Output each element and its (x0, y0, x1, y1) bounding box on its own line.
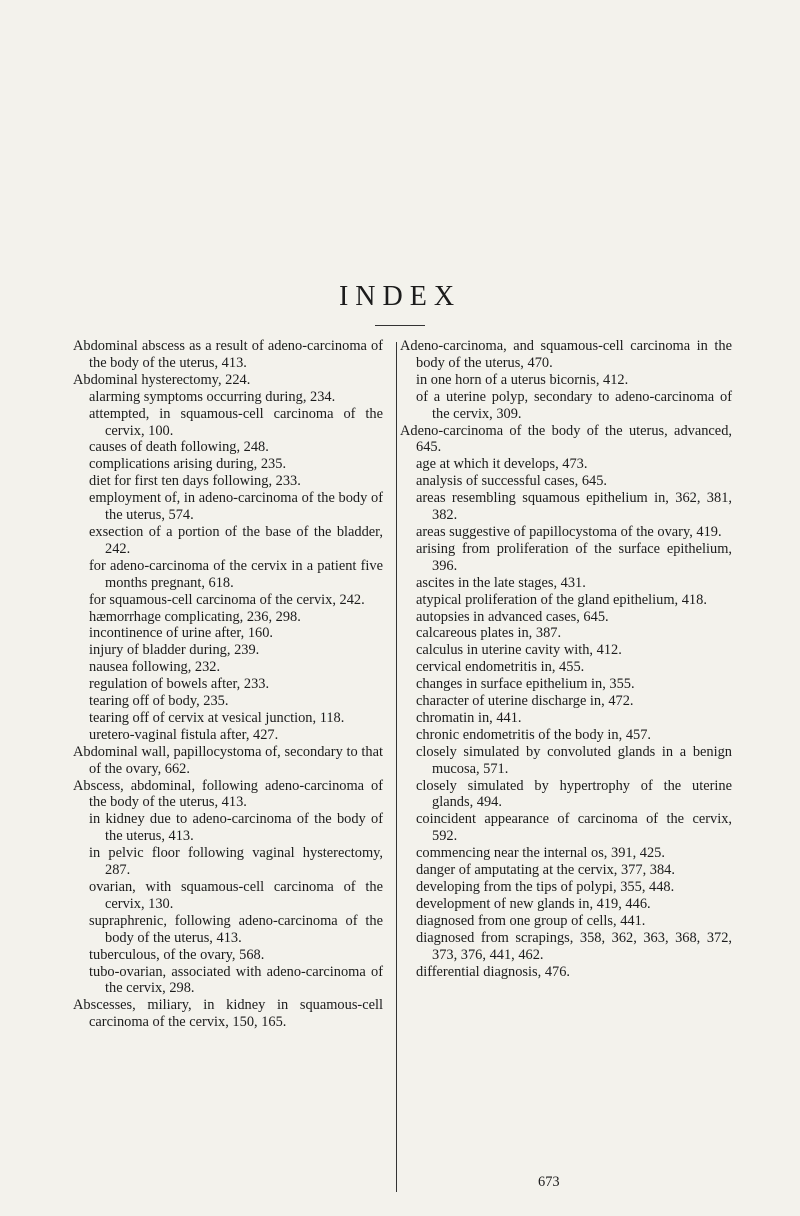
index-subentry: analysis of successful cases, 645. (416, 473, 608, 490)
index-subentry: ovarian, with squamous-cell carcinoma of the cervix, 130. (89, 879, 383, 912)
index-subentry: tuberculous, of the ovary, 568. (89, 946, 265, 963)
index-subentry: in pelvic floor following vaginal hysterectomy, 287. (89, 845, 383, 879)
index-subentry: diagnosed from scrapings, 358, 362, 363, 368, 372, 373, 376, 441, 462. (416, 929, 732, 963)
index-column-left (73, 338, 383, 1031)
title-rule (375, 325, 425, 326)
index-subentry: areas resembling squamous epithelium in, 362, 381, 382. (416, 490, 732, 524)
index-entry: Abdominal abscess as a result of adeno-carcinoma of the body of the uterus, 413. (73, 338, 383, 371)
index-subentry: complications arising during, 235. (89, 456, 287, 473)
index-subentry: character of uterine discharge in, 472. (416, 693, 634, 710)
index-subentry: attempted, in squamous-cell carcinoma of the cervix, 100. (89, 405, 383, 439)
index-subentry: closely simulated by convoluted glands in a benign mucosa, 571. (416, 743, 732, 777)
index-subentry: diet for first ten days following, 233. (89, 473, 301, 490)
column-divider (396, 342, 397, 1192)
index-subentry: coincident appearance of carcinoma of the cervix, 592. (416, 811, 732, 845)
index-subentry: of a uterine polyp, secondary to adeno-carcinoma of the cervix, 309. (416, 388, 732, 422)
index-subentry: incontinence of urine after, 160. (89, 625, 274, 642)
index-subentry: tubo-ovarian, associated with adeno-carcinoma of the cervix, 298. (89, 963, 383, 997)
index-subentry: development of new glands in, 419, 446. (416, 895, 651, 912)
index-entry: Adeno-carcinoma, and squamous-cell carcinoma in the body of the uterus, 470. (400, 338, 732, 371)
index-subentry: atypical proliferation of the gland epithelium, 418. (416, 591, 707, 608)
index-subentry: supraphrenic, following adeno-carcinoma of the body of the uterus, 413. (89, 912, 383, 946)
index-entry: Adeno-carcinoma of the body of the uterus, advanced, 645. (400, 422, 732, 456)
index-subentry: chromatin in, 441. (416, 709, 522, 726)
index-subentry: diagnosed from one group of cells, 441. (416, 912, 646, 929)
index-subentry: age at which it develops, 473. (416, 456, 588, 473)
index-subentry: calculus in uterine cavity with, 412. (416, 642, 622, 659)
index-subentry: changes in surface epithelium in, 355. (416, 676, 635, 693)
index-subentry: injury of bladder during, 239. (89, 642, 260, 659)
index-subentry: autopsies in advanced cases, 645. (416, 608, 609, 625)
page-title: INDEX (338, 281, 462, 312)
index-subentry: for adeno-carcinoma of the cervix in a patient five months pregnant, 618. (89, 557, 383, 591)
index-subentry: for squamous-cell carcinoma of the cervix, 242. (89, 591, 365, 608)
index-subentry: in one horn of a uterus bicornis, 412. (416, 371, 629, 388)
index-subentry: tearing off of body, 235. (89, 693, 229, 710)
index-entry: Abdominal hysterectomy, 224. (73, 371, 251, 388)
index-subentry: differential diagnosis, 476. (416, 963, 571, 980)
index-subentry: in kidney due to adeno-carcinoma of the body of the uterus, 413. (89, 811, 383, 845)
index-subentry: exsection of a portion of the base of the bladder, 242. (89, 523, 383, 557)
index-subentry: areas suggestive of papillocystoma of the ovary, 419. (416, 523, 722, 540)
index-entry: Abscesses, miliary, in kidney in squamous-cell carcinoma of the cervix, 150, 165. (73, 997, 383, 1031)
index-subentry: tearing off of cervix at vesical junction, 118. (89, 709, 345, 726)
index-subentry: employment of, in adeno-carcinoma of the body of the uterus, 574. (89, 490, 383, 524)
index-subentry: closely simulated by hypertrophy of the uterine glands, 494. (416, 777, 732, 811)
index-subentry: hæmorrhage complicating, 236, 298. (89, 608, 301, 625)
index-subentry: regulation of bowels after, 233. (89, 676, 270, 693)
index-subentry: commencing near the internal os, 391, 425. (416, 845, 665, 862)
index-subentry: calcareous plates in, 387. (416, 625, 562, 642)
index-entry: Abdominal wall, papillocystoma of, secondary to that of the ovary, 662. (73, 743, 383, 777)
page-number: 673 (538, 1174, 560, 1190)
index-subentry: arising from proliferation of the surface epithelium, 396. (416, 540, 732, 574)
index-subentry: chronic endometritis of the body in, 457. (416, 726, 652, 743)
index-subentry: developing from the tips of polypi, 355, 448. (416, 879, 675, 895)
index-subentry: alarming symptoms occurring during, 234. (89, 388, 336, 405)
index-subentry: causes of death following, 248. (89, 439, 269, 456)
index-column-right (400, 338, 732, 980)
index-subentry: cervical endometritis in, 455. (416, 659, 585, 676)
index-entry: Abscess, abdominal, following adeno-carcinoma of the body of the uterus, 413. (73, 777, 383, 811)
index-subentry: uretero-vaginal fistula after, 427. (89, 726, 279, 743)
index-subentry: nausea following, 232. (89, 659, 221, 676)
index-subentry: danger of amputating at the cervix, 377, 384. (416, 862, 675, 879)
index-subentry: ascites in the late stages, 431. (416, 574, 586, 591)
